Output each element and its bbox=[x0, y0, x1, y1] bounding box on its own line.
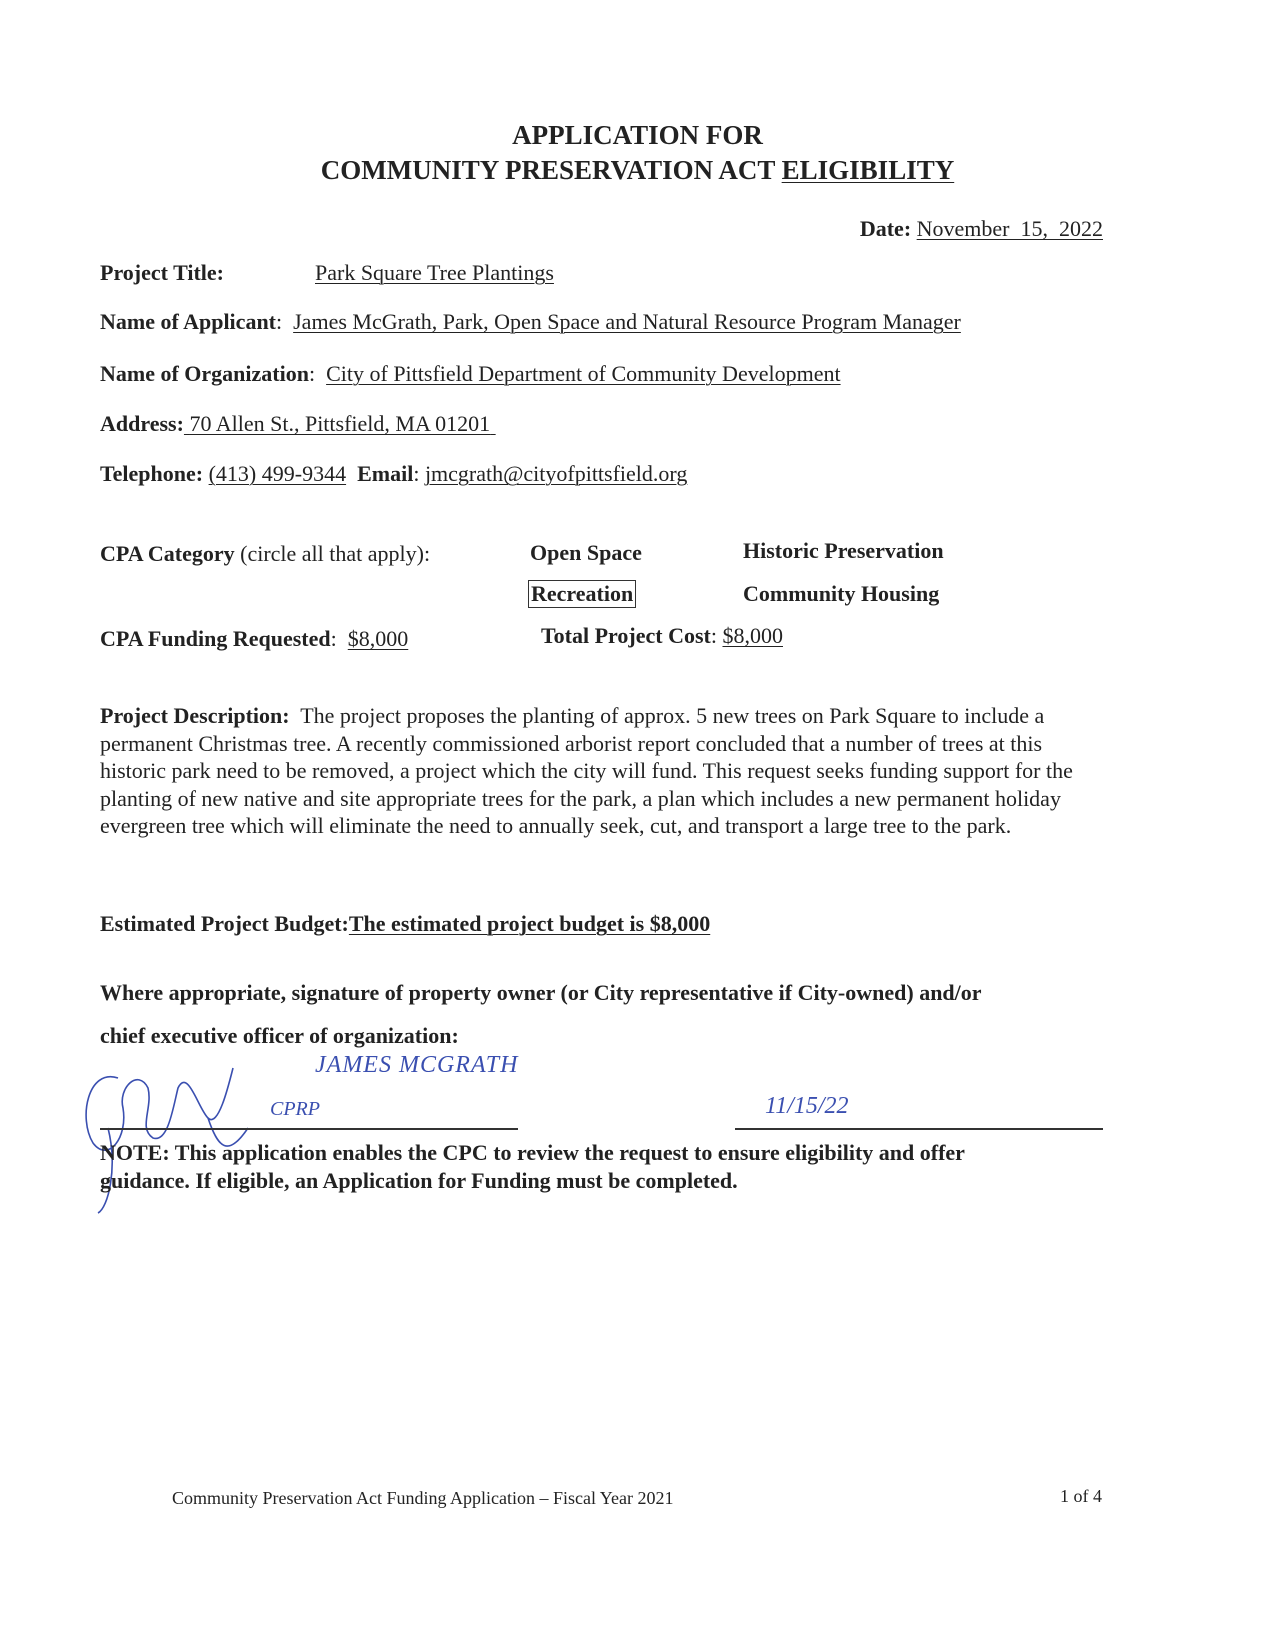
category-historic-preservation[interactable]: Historic Preservation bbox=[743, 538, 944, 563]
signature-line bbox=[100, 1128, 518, 1130]
signature-date: 11/15/22 bbox=[765, 1093, 849, 1119]
organization-field: Name of Organization: City of Pittsfield Department of Community Development bbox=[100, 361, 841, 386]
signature-prompt-2: chief executive officer of organization: bbox=[100, 1023, 459, 1048]
telephone-value: (413) 499-9344 bbox=[208, 461, 347, 486]
text: The project proposes the planting of approx. 5 new trees on Park Square to include a permanent Christmas tree. A recently commissioned arborist report concluded that a number of trees at this historic park need to be removed, a project which the city will fund. This request seeks funding support for the planting of new native and site appropriate trees for the park, a plan which includes a new permanent holiday evergreen tree which will eliminate the need to annually seek, cut, and transport a large tree to the park. bbox=[100, 703, 1073, 838]
value: Park Square Tree Plantings bbox=[315, 260, 554, 285]
email-value: jmcgrath@cityofpittsfield.org bbox=[424, 461, 688, 486]
value: James McGrath, Park, Open Space and Natural Resource Program Manager bbox=[293, 309, 961, 334]
signature-printed-name: JAMES MCGRATH bbox=[315, 1052, 519, 1078]
cpa-category-label bbox=[100, 541, 430, 567]
address-field bbox=[100, 411, 496, 437]
telephone-label: Telephone: bbox=[100, 461, 204, 486]
contact-field: Telephone: (413) 499-9344 Email: jmcgrath@cityofpittsfield.org bbox=[100, 461, 688, 486]
date-field: Date: November 15, 2022 bbox=[859, 216, 1103, 241]
label: Project Description: bbox=[100, 703, 290, 728]
label: Name of Applicant bbox=[100, 309, 276, 334]
title-line-1: APPLICATION FOR bbox=[512, 120, 763, 150]
title-prefix: COMMUNITY PRESERVATION ACT bbox=[320, 155, 782, 185]
funding-requested: CPA Funding Requested: $8,000 bbox=[100, 626, 409, 651]
budget-field bbox=[100, 911, 710, 937]
value: The estimated project budget is $8,000 bbox=[348, 911, 711, 936]
date-line bbox=[735, 1128, 1103, 1130]
title-line-2 bbox=[0, 155, 1265, 186]
value: City of Pittsfield Department of Community Development bbox=[326, 361, 841, 386]
category-recreation-selected[interactable]: Recreation bbox=[528, 580, 636, 608]
page-number: 1 of 4 bbox=[1060, 1486, 1102, 1506]
label: Estimated Project Budget: bbox=[100, 911, 349, 936]
date-label: Date bbox=[859, 216, 904, 241]
note-line-1: NOTE: This application enables the CPC to review the request to ensure eligibility and offer bbox=[100, 1140, 965, 1165]
label: Total Project Cost bbox=[541, 623, 711, 648]
label: Address: bbox=[100, 411, 184, 436]
date-value: November 15, 2022 bbox=[916, 216, 1103, 241]
label: CPA Category bbox=[100, 541, 235, 566]
total-project-cost: Total Project Cost: $8,000 bbox=[541, 623, 783, 648]
applicant-field: Name of Applicant: James McGrath, Park, Open Space and Natural Resource Program Manager bbox=[100, 309, 961, 334]
footer-title: Community Preservation Act Funding Application – Fiscal Year 2021 bbox=[172, 1488, 674, 1508]
hint: (circle all that apply): bbox=[240, 541, 431, 566]
project-description bbox=[100, 702, 1112, 840]
email-label: Email bbox=[357, 461, 414, 486]
signature-prompt-1: Where appropriate, signature of property owner (or City representative if City-owned) and/or bbox=[100, 980, 982, 1005]
value: $8,000 bbox=[722, 623, 783, 648]
category-open-space[interactable]: Open Space bbox=[530, 540, 642, 565]
category-community-housing[interactable]: Community Housing bbox=[743, 581, 940, 606]
project-title-field bbox=[100, 260, 554, 286]
signature-suffix: CPRP bbox=[270, 1098, 320, 1120]
note-line-2: guidance. If eligible, an Application for Funding must be completed. bbox=[100, 1168, 738, 1193]
value: 70 Allen St., Pittsfield, MA 01201 bbox=[189, 411, 491, 436]
value: $8,000 bbox=[347, 626, 409, 651]
label: Name of Organization bbox=[100, 361, 309, 386]
label: Project Title: bbox=[100, 260, 225, 285]
label: CPA Funding Requested bbox=[100, 626, 331, 651]
title-eligibility: ELIGIBILITY bbox=[781, 155, 955, 185]
